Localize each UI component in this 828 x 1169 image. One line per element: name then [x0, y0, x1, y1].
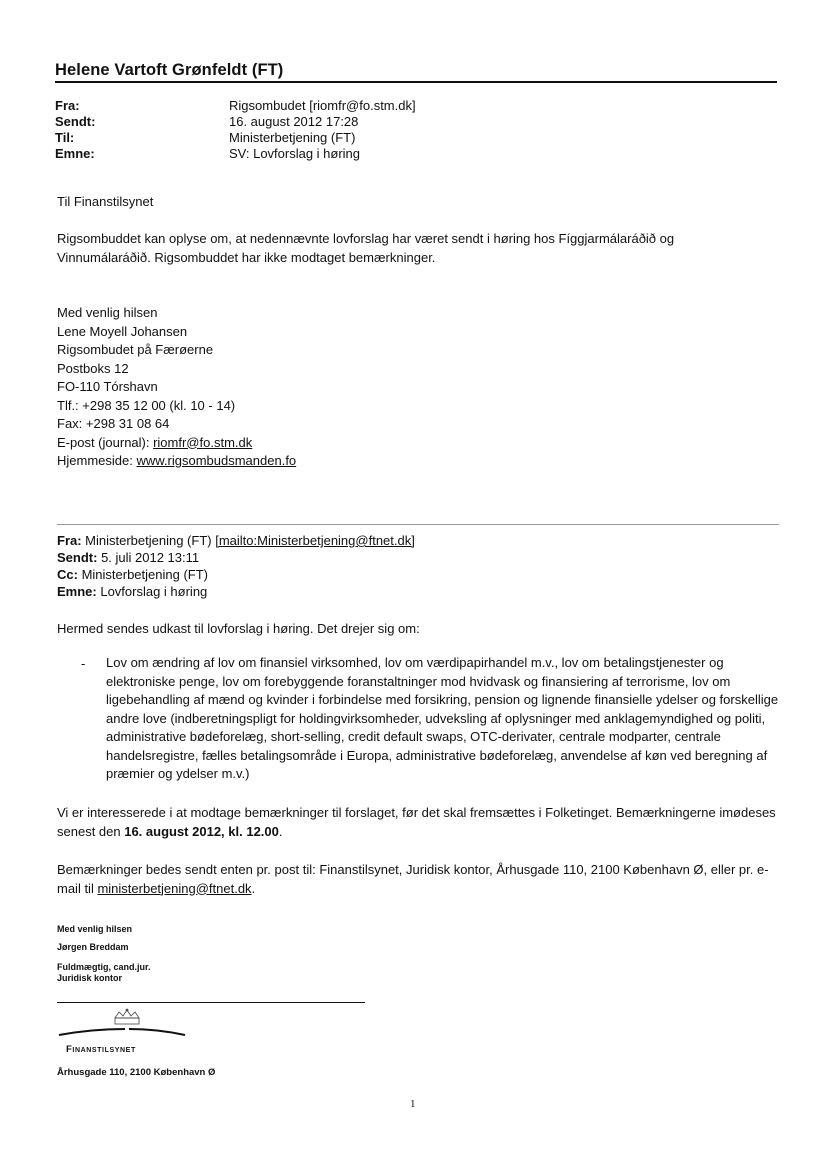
bullet-dash: - — [81, 656, 86, 671]
interest-text: Vi er interesserede i at modtage bemærkninger til forslaget, før det skal fremsættes i Folketinget. Bemærkningerne imødeses senest den — [57, 805, 776, 839]
fwd-subject-line — [57, 584, 207, 600]
title-underline — [55, 81, 777, 83]
interest-paragraph — [57, 804, 782, 841]
web-line — [57, 452, 787, 471]
signature-rule — [57, 1002, 365, 1003]
fwd-sig-line: Jørgen Breddam — [57, 942, 129, 952]
document-title: Helene Vartoft Grønfeldt (FT) — [55, 61, 284, 79]
deadline: 16. august 2012, kl. 12.00 — [124, 823, 279, 839]
fwd-sig-line: Fuldmægtig, cand.jur. — [57, 962, 151, 972]
fwd-from-line — [57, 533, 415, 549]
fwd-subject-value: Lovforslag i høring — [96, 584, 208, 599]
subject-label: Emne: — [55, 146, 95, 161]
ministry-email-link[interactable]: ministerbetjening@ftnet.dk — [97, 880, 252, 896]
fwd-sig-line: Juridisk kontor — [57, 973, 123, 983]
web-link[interactable]: www.rigsombudsmanden.fo — [136, 453, 297, 468]
reply-signature — [57, 304, 787, 471]
page-number: 1 — [410, 1098, 416, 1110]
signature-line: Postboks 12 — [57, 360, 129, 376]
signature-line: FO-110 Tórshavn — [57, 379, 158, 394]
fwd-intro: Hermed sendes udkast til lovforslag i høring. Det drejer sig om: — [57, 621, 420, 636]
subject-value: SV: Lovforslag i høring — [229, 146, 361, 161]
reply-paragraph: Rigsombuddet kan oplyse om, at nedennævnte lovforslag har været sendt i høring hos Fíggjarmálaráðið og Vinnumálaráðið. Rigsombuddet har ikke modtaget bemærkninger. — [57, 231, 675, 265]
send-text: Bemærkninger bedes sendt enten pr. post til: Finanstilsynet, Juridisk kontor, Århusgade 110, 2100 København Ø, eller pr. e-mail til — [57, 862, 769, 896]
finanstilsynet-crown-logo — [57, 1008, 187, 1038]
signature-line: Fax: +298 31 08 64 — [57, 416, 170, 431]
fwd-sent-line — [57, 550, 199, 566]
fwd-subject-label: Emne: — [57, 584, 97, 599]
send-end: . — [251, 880, 256, 896]
message-separator — [57, 524, 779, 525]
from-value: Rigsombudet [riomfr@fo.stm.dk] — [229, 98, 416, 113]
interest-end: . — [278, 823, 283, 839]
fwd-sent-label: Sendt: — [57, 550, 98, 565]
from-label: Fra: — [55, 98, 80, 113]
signature-line: Med venlig hilsen — [57, 305, 158, 320]
reply-greeting: Til Finanstilsynet — [57, 194, 154, 209]
email-label: E-post (journal): — [57, 434, 154, 450]
to-value: Ministerbetjening (FT) — [229, 130, 356, 145]
send-paragraph — [57, 861, 782, 898]
web-label: Hjemmeside: — [57, 453, 137, 468]
fwd-sent-value: 5. juli 2012 13:11 — [97, 550, 200, 565]
email-link[interactable]: riomfr@fo.stm.dk — [153, 434, 253, 450]
signature-line: Rigsombudet på Færøerne — [57, 342, 214, 357]
fwd-from-value: Ministerbetjening (FT) — [81, 533, 216, 548]
signature-line: Lene Moyell Johansen — [57, 323, 188, 339]
email-line — [57, 434, 787, 453]
sent-label: Sendt: — [55, 114, 96, 129]
signature-line: Tlf.: +298 35 12 00 (kl. 10 - 14) — [57, 397, 236, 413]
fwd-cc-line — [57, 567, 208, 583]
fwd-cc-value: Ministerbetjening (FT) — [77, 567, 208, 582]
fwd-sig-line: Med venlig hilsen — [57, 924, 133, 934]
to-label: Til: — [55, 130, 75, 145]
fwd-mailto-link[interactable]: [mailto:Ministerbetjening@ftnet.dk] — [215, 533, 415, 548]
sent-value: 16. august 2012 17:28 — [229, 114, 359, 129]
logo-text: Finanstilsynet — [66, 1044, 136, 1055]
fwd-from-label: Fra: — [57, 533, 82, 548]
bullet-item: Lov om ændring af lov om finansiel virksomhed, lov om værdipapirhandel m.v., lov om betalingstjenester og elektroniske penge, lov om forebyggende foranstaltninger mod hvidvask og finansiering af terrorisme, lov om ligebehandling af mænd og kvinder i forbindelse med forsikring, pension og lignende finansielle ydelser og forskellige andre love (indberetningspligt for holdingvirksomheder, udveksling af oplysninger med anklagemyndighed og politi, administrative bødeforelæg, short-selling, credit default swaps, OTC-derivater, centrale modparter, centrale handelsregistre, fælles betalingsområde i Europa, administrative bødeforelæg, anvendelse af køn ved beregning af præmier og ydelser m.v.) — [106, 655, 779, 781]
footer-address: Århusgade 110, 2100 København Ø — [57, 1067, 216, 1078]
fwd-cc-label: Cc: — [57, 567, 78, 582]
